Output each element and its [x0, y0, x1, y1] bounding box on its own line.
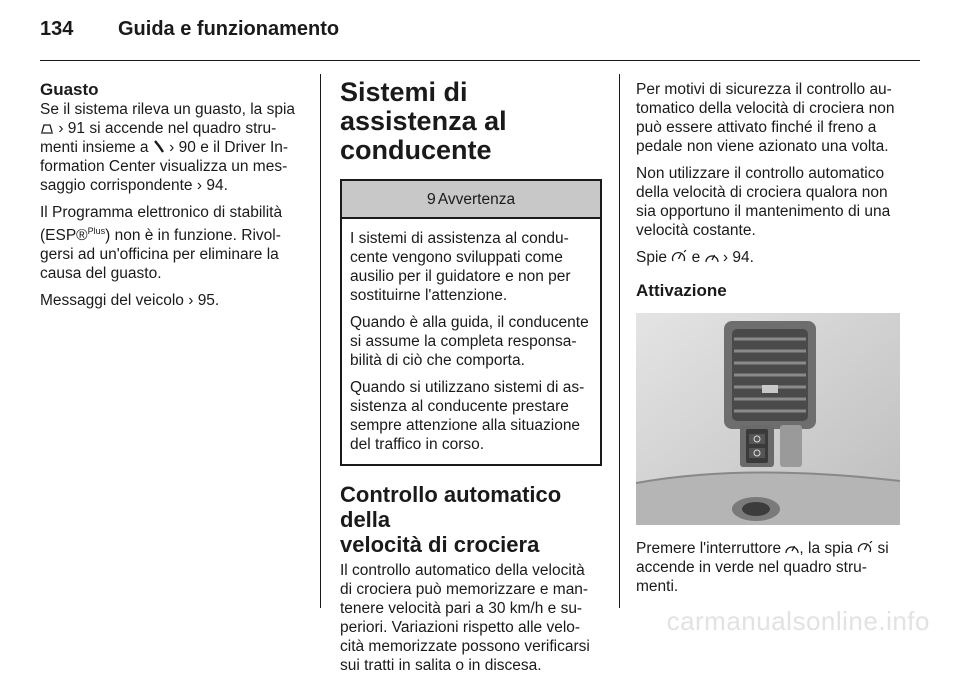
paragraph: [636, 539, 904, 596]
cruise-control-icon: [785, 542, 799, 554]
text: sui tratti in salita o in discesa.: [340, 657, 542, 674]
text: 90 e il Driver In-: [178, 139, 289, 156]
page-ref-arrow-icon: ›: [722, 249, 729, 266]
text: tomatico della velocità di crociera non: [636, 100, 895, 117]
text: saggio corrispondente: [40, 177, 193, 194]
paragraph: [350, 229, 592, 305]
text: pedale non viene azionato una volta.: [636, 138, 889, 155]
text: I sistemi di assistenza al condu-: [350, 230, 569, 247]
text: velocità di crociera: [340, 532, 540, 557]
text: 94.: [732, 249, 754, 266]
text: Quando è alla guida, il conducente: [350, 314, 589, 331]
page-ref-arrow-icon: ›: [58, 120, 64, 137]
warning-header: [342, 181, 600, 219]
text: si: [877, 540, 889, 557]
text: Controllo automatico della: [340, 482, 562, 532]
text: cente vengono sviluppati come: [350, 249, 563, 266]
text: di crociera può memorizzare e man-: [340, 581, 589, 598]
cruise-control-on-icon: [671, 250, 687, 263]
text: periori. Variazioni rispetto alle velo-: [340, 619, 581, 636]
column-3: [636, 80, 904, 604]
warning-box: [340, 179, 602, 466]
text: cità memorizzate possono verificarsi: [340, 638, 590, 655]
text: Sistemi di assistenza al: [340, 77, 507, 136]
text: tenere velocità pari a 30 km/h e su-: [340, 600, 583, 617]
text: Spie: [636, 249, 668, 266]
paragraph: [40, 291, 308, 310]
wrench-icon: [153, 140, 165, 153]
paragraph: [636, 164, 904, 240]
text: Quando si utilizzano sistemi di as-: [350, 379, 585, 396]
cruise-control-on-icon: [857, 541, 873, 554]
text: può essere attivato finché il freno a: [636, 119, 877, 136]
page-number: 134: [40, 18, 74, 40]
paragraph: [340, 561, 602, 675]
warning-body: [342, 219, 600, 464]
paragraph: [636, 80, 904, 156]
text: menti.: [636, 578, 679, 595]
text: (ESP®: [40, 227, 88, 245]
superscript: Plus: [87, 226, 106, 236]
page-ref-arrow-icon: ›: [169, 139, 175, 156]
text: bilità di ciò che comporta.: [350, 352, 525, 369]
text: Non utilizzare il controllo automatico: [636, 165, 885, 182]
watermark: carmanualsonline.info: [666, 606, 930, 636]
text: conducente: [340, 135, 492, 165]
page-title: Guida e funzionamento: [118, 18, 340, 40]
text: Premere l'interruttore: [636, 540, 782, 557]
text: si assume la completa responsa-: [350, 333, 577, 350]
paragraph: [350, 313, 592, 370]
paragraph: [40, 203, 308, 283]
text: sistenza al conducente prestare: [350, 398, 569, 415]
warning-label: Avvertenza: [437, 190, 516, 208]
text: della velocità di crociera qualora non: [636, 184, 888, 201]
text: 95.: [197, 292, 220, 310]
text: sempre attenzione alla situazione: [350, 417, 581, 434]
text: Il controllo automatico della velocità: [340, 562, 585, 579]
text: sia opportuno il mantenimento di una: [636, 203, 891, 220]
text: Messaggi del veicolo: [40, 292, 184, 310]
text: del traffico in corso.: [350, 436, 485, 453]
page-header: [40, 18, 920, 58]
text: ausilio per il guidatore e non per: [350, 268, 571, 285]
column-2: [340, 78, 602, 683]
text: , la spia: [799, 540, 853, 557]
warning-lamp-icon: [40, 122, 54, 134]
text: 94.: [206, 177, 228, 194]
text: gersi ad un'officina per eliminare la: [40, 246, 279, 264]
text: e: [691, 249, 701, 266]
text: ) non è in funzione. Rivol-: [105, 227, 281, 245]
header-rule: [40, 60, 920, 61]
section-heading-attivazione: Attivazione: [636, 281, 727, 300]
text: menti insieme a: [40, 139, 149, 156]
page-ref-arrow-icon: ›: [196, 177, 203, 194]
column-1: [40, 80, 308, 318]
text: accende in verde nel quadro stru-: [636, 559, 867, 576]
section-title: [340, 78, 602, 165]
section-title: [340, 482, 602, 557]
text: sostituirne l'attenzione.: [350, 287, 508, 304]
text: Per motivi di sicurezza il controllo au-: [636, 81, 892, 98]
column-divider: [619, 74, 620, 608]
photo-illustration: [636, 313, 900, 525]
paragraph: [636, 248, 904, 267]
page-ref-arrow-icon: ›: [188, 292, 194, 310]
text: Il Programma elettronico di stabilità: [40, 204, 283, 221]
section-heading-guasto: Guasto: [40, 80, 99, 99]
text: formation Center visualizza un mes-: [40, 158, 288, 175]
text: causa del guasto.: [40, 265, 162, 283]
text: 91 si accende nel quadro stru-: [67, 120, 277, 137]
paragraph: [350, 378, 592, 454]
dashboard-switch-photo: [636, 313, 900, 525]
cruise-control-icon: [705, 251, 719, 263]
text: velocità costante.: [636, 222, 756, 239]
paragraph: [40, 100, 308, 195]
column-divider: [320, 74, 321, 608]
warning-icon: 9: [426, 190, 436, 208]
text: Se il sistema rileva un guasto, la spia: [40, 101, 296, 118]
